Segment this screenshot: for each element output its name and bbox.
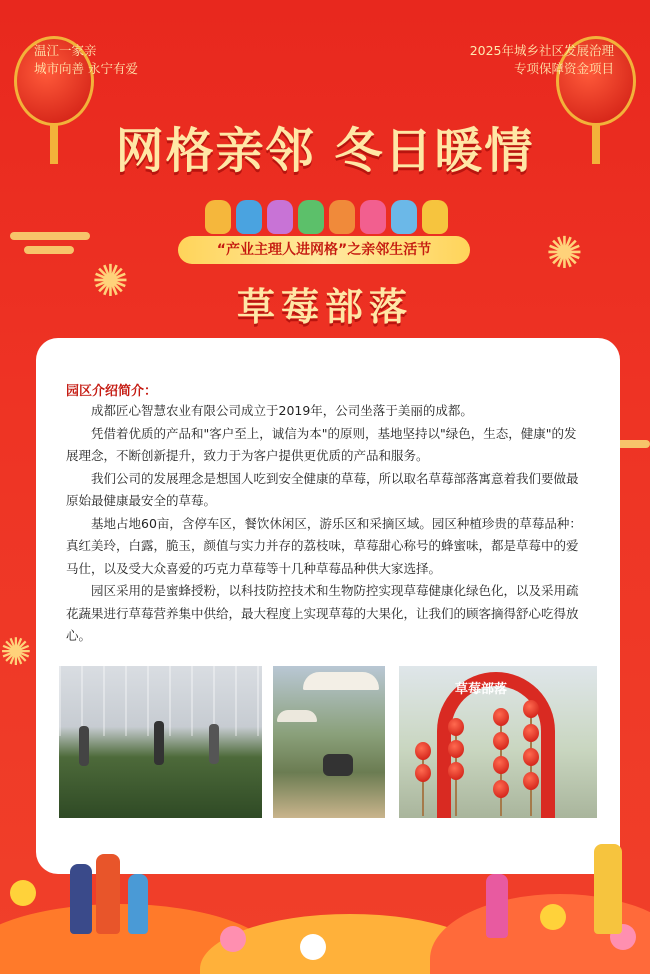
intro-paragraph-5: 园区采用的是蜜蜂授粉，以科技防控技术和生物防控实现草莓健康化绿色化，以及采用疏花蔬果进行草莓营养集中供给，最大程度上实现草莓的大果化，让我们的顾客摘得舒心吃得放心。 (66, 583, 579, 643)
mascot-icon (267, 200, 293, 234)
bottom-decoration (0, 874, 650, 974)
person-figure (128, 874, 148, 934)
intro-paragraph-4: 基地占地60亩，含停车区，餐饮休闲区，游乐区和采摘区域。园区种植珍贵的草莓品种：真红美玲，白露，脆玉，颜值与实力并存的荔枝味，草莓甜心称号的蜂蜜味，都是草莓中的爱马仕，以及受大众喜爱的巧克力草莓等十几种草莓品种供大家选择。 (66, 515, 582, 576)
mascot-icon (422, 200, 448, 234)
corner-right-text (470, 42, 614, 78)
strawberry-icon (523, 772, 539, 790)
umbrella-shape (277, 710, 317, 722)
strawberry-icon (415, 742, 431, 760)
main-title: 网格亲邻 冬日暖情 (115, 123, 535, 179)
intro-heading: 园区介绍简介： (66, 384, 158, 399)
flower-icon (540, 904, 566, 930)
mascot-icon (329, 200, 355, 234)
person-figure (79, 726, 89, 766)
intro-text (66, 400, 588, 648)
mascot-icon (236, 200, 262, 234)
strawberry-icon (448, 718, 464, 736)
mascot-icon (360, 200, 386, 234)
arch-sign-text: 草莓部落 (455, 682, 508, 697)
strawberry-icon (523, 748, 539, 766)
mascot-row (205, 200, 455, 236)
firework-right-icon: ✺ (546, 228, 583, 279)
strawberry-icon (448, 740, 464, 758)
cloud-left-small-icon (24, 246, 74, 254)
rest-area-photo (273, 666, 385, 818)
firework-left-icon: ✺ (92, 256, 129, 307)
umbrella-shape (303, 672, 379, 690)
strawberry-icon (523, 724, 539, 742)
strawberry-sign-photo (399, 666, 597, 818)
greenhouse-photo (59, 666, 262, 818)
corner-right-line-1: 2025年城乡社区发展治理 (469, 43, 614, 58)
mascot-icon (391, 200, 417, 234)
corner-left-line-1: 温江一家亲 (34, 43, 97, 58)
event-banner: “产业主理人进网格”之亲邻生活节 (178, 236, 470, 264)
corner-left-text (34, 42, 138, 78)
intro-paragraph-1: 成都匠心智慧农业有限公司成立于2019年，公司坐落于美丽的成都。 (91, 403, 473, 418)
mascot-icon (298, 200, 324, 234)
corner-right-line-2: 专项保障资金项目 (513, 61, 614, 76)
person-figure (96, 854, 120, 934)
corner-left-line-2: 城市向善 永宁有爱 (34, 61, 138, 76)
person-figure (209, 724, 219, 764)
person-figure (486, 874, 508, 938)
flower-icon (10, 880, 36, 906)
firework-side-icon: ✺ (0, 630, 32, 674)
strawberry-icon (415, 764, 431, 782)
person-figure (154, 721, 164, 765)
motorbike-shape (323, 754, 353, 776)
intro-paragraph-3: 我们公司的发展理念是想国人吃到安全健康的草莓，所以取名草莓部落寓意着我们要做最原始最健康最安全的草莓。 (66, 470, 579, 508)
flower-icon (300, 934, 326, 960)
strawberry-icon (493, 732, 509, 750)
person-figure (594, 844, 622, 934)
strawberry-icon (523, 700, 539, 718)
intro-paragraph-2: 凭借着优质的产品和"客户至上，诚信为本"的原则，基地坚持以"绿色，生态，健康"的发展理念，不断创新提升，致力于为客户提供更优质的产品和服务。 (66, 425, 577, 463)
strawberry-icon (493, 780, 509, 798)
strawberry-icon (493, 756, 509, 774)
mascot-icon (205, 200, 231, 234)
flower-icon (220, 926, 246, 952)
subtitle: 草莓部落 (236, 285, 413, 329)
person-figure (70, 864, 92, 934)
strawberry-icon (493, 708, 509, 726)
cloud-left-icon (10, 232, 90, 240)
strawberry-icon (448, 762, 464, 780)
